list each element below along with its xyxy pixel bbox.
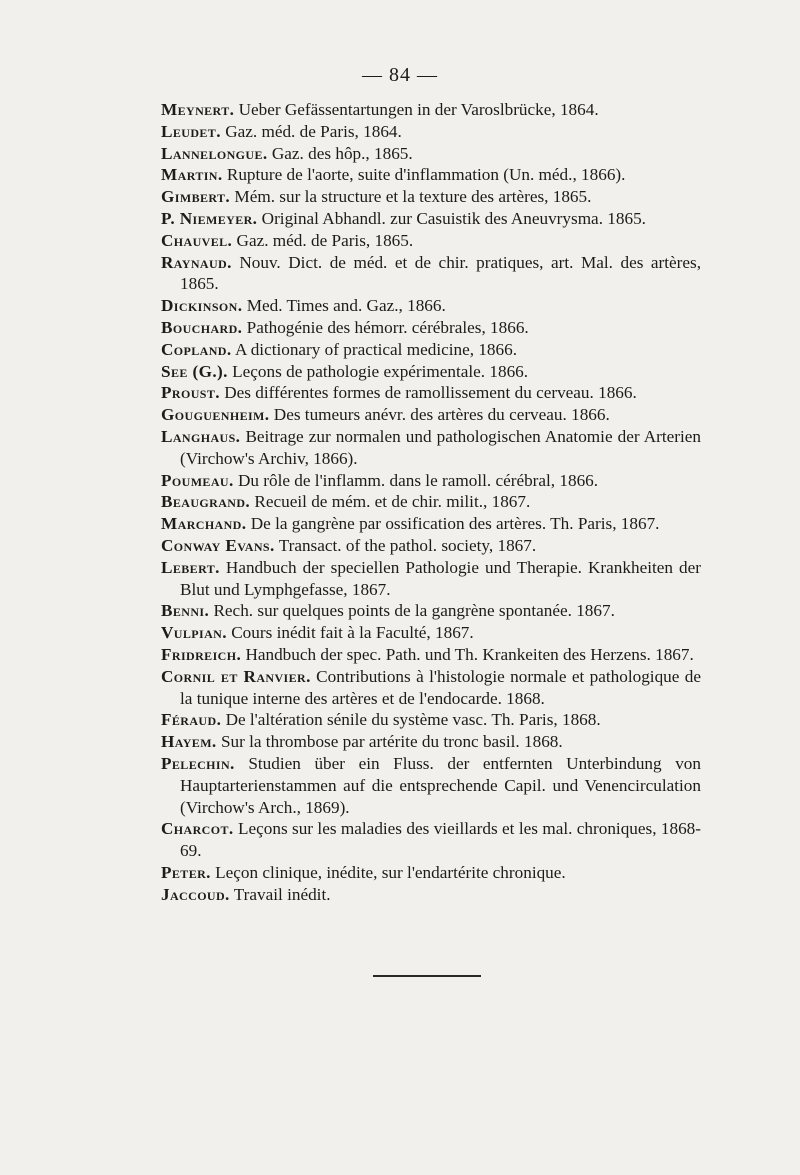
entry-author: Conway Evans.: [161, 535, 275, 555]
entry-text: Recueil de mém. et de chir. milit., 1867.: [254, 492, 531, 512]
page-number: — 84 —: [362, 64, 438, 86]
bibliography-entry: [161, 731, 701, 753]
entry-author: Proust.: [161, 383, 220, 403]
bibliography-entry: [161, 470, 701, 492]
entry-author: P. Niemeyer.: [161, 208, 258, 228]
bibliography-entry: [161, 121, 701, 143]
entry-author: Raynaud.: [161, 252, 232, 272]
entry-author: See (G.).: [161, 361, 228, 381]
bibliography-entry: [161, 622, 701, 644]
entry-author: Copland.: [161, 339, 232, 359]
bibliography-entry: [161, 557, 701, 601]
entry-author: Leudet.: [161, 121, 221, 141]
entry-text: Gaz. méd. de Paris, 1864.: [225, 121, 402, 141]
bibliography-entry: [161, 252, 701, 296]
bibliography-entry: [161, 339, 701, 361]
entry-text: Original Abhandl. zur Casuistik des Aneuvrysma. 1865.: [261, 208, 646, 228]
entry-text: Travail inédit.: [233, 884, 331, 904]
entry-text: De la gangrène par ossification des artères. Th. Paris, 1867.: [250, 514, 660, 534]
bibliography-entry: [161, 535, 701, 557]
bibliography-entry: [161, 644, 701, 666]
entry-author: Benni.: [161, 601, 210, 621]
entry-author: Chauvel.: [161, 230, 233, 250]
entry-text: Nouv. Dict. de méd. et de chir. pratiques, art. Mal. des artères, 1865.: [180, 252, 702, 294]
entry-text: Gaz. des hôp., 1865.: [271, 143, 413, 163]
entry-author: Charcot.: [161, 819, 234, 839]
bibliography-entry: [161, 426, 701, 470]
entry-text: Leçon clinique, inédite, sur l'endartérite chronique.: [215, 862, 566, 882]
entry-text: Sur la thrombose par artérite du tronc basil. 1868.: [220, 732, 563, 752]
bibliography-entry: [161, 513, 701, 535]
bibliography-entry: [161, 404, 701, 426]
entry-text: Pathogénie des hémorr. cérébrales, 1866.: [246, 317, 529, 337]
bibliography-list: [161, 99, 701, 905]
entry-text: Contributions à l'histologie normale et pathologique de la tunique interne des artères et de l'endocarde. 1868.: [180, 666, 701, 708]
entry-text: Studien über ein Fluss. der entfernten Unterbindung von Hauptarterienstammen auf die entsprechende Capil. und Venencirculation (Virchow's Arch., 1869).: [180, 753, 701, 817]
bibliography-entry: [161, 361, 701, 383]
entry-text: Du rôle de l'inflamm. dans le ramoll. cérébral, 1866.: [237, 470, 599, 490]
entry-text: Ueber Gefässentartungen in der Varoslbrücke, 1864.: [238, 100, 599, 119]
entry-text: Gaz. méd. de Paris, 1865.: [236, 230, 414, 250]
bibliography-entry: [161, 99, 701, 121]
entry-text: A dictionary of practical medicine, 1866.: [234, 339, 518, 359]
bibliography-entry: [161, 230, 701, 252]
entry-text: Handbuch der spec. Path. und Th. Krankeiten des Herzens. 1867.: [245, 644, 694, 664]
entry-author: Gimbert.: [161, 187, 231, 207]
entry-text: Leçons de pathologie expérimentale. 1866.: [232, 361, 529, 381]
entry-author: Langhaus.: [161, 426, 241, 446]
bibliography-entry: [161, 818, 701, 862]
entry-author: Martin.: [161, 165, 223, 185]
entry-author: Marchand.: [161, 514, 247, 534]
bibliography-entry: [161, 491, 701, 513]
entry-author: Hayem.: [161, 732, 217, 752]
entry-text: Transact. of the pathol. society, 1867.: [278, 535, 537, 555]
entry-text: De l'altération sénile du système vasc. Th. Paris, 1868.: [225, 710, 601, 730]
entry-text: Des différentes formes de ramollissement du cerveau. 1866.: [224, 383, 637, 403]
closing-rule: [373, 975, 481, 977]
entry-author: Peter.: [161, 862, 211, 882]
entry-author: Bouchard.: [161, 317, 243, 337]
entry-author: Lebert.: [161, 557, 220, 577]
entry-author: Lannelongue.: [161, 143, 268, 163]
entry-author: Beaugrand.: [161, 492, 251, 512]
entry-author: Pelechin.: [161, 753, 235, 773]
entry-text: Rupture de l'aorte, suite d'inflammation (Un. méd., 1866).: [226, 165, 626, 185]
bibliography-entry: [161, 382, 701, 404]
entry-author: Cornil et Ranvier.: [161, 666, 311, 686]
bibliography-entry: [161, 317, 701, 339]
entry-text: Mém. sur la structure et la texture des artères, 1865.: [234, 187, 592, 207]
bibliography-entry: [161, 666, 701, 710]
entry-author: Poumeau.: [161, 470, 234, 490]
entry-text: Leçons sur les maladies des vieillards et les mal. chroniques, 1868-69.: [180, 819, 701, 861]
bibliography-entry: [161, 164, 701, 186]
entry-author: Vulpian.: [161, 623, 227, 643]
entry-text: Des tumeurs anévr. des artères du cerveau. 1866.: [273, 405, 610, 425]
entry-text: Handbuch der speciellen Pathologie und Therapie. Krankheiten der Blut und Lymphgefasse, 1867.: [180, 557, 701, 599]
entry-author: Fridreich.: [161, 644, 242, 664]
entry-text: Rech. sur quelques points de la gangrène spontanée. 1867.: [213, 601, 615, 621]
entry-text: Beitrage zur normalen und pathologischen Anatomie der Arterien (Virchow's Archiv, 1866).: [180, 426, 701, 468]
bibliography-entry: [161, 208, 701, 230]
bibliography-entry: [161, 753, 701, 818]
bibliography-entry: [161, 862, 701, 884]
entry-text: Med. Times and. Gaz., 1866.: [246, 296, 446, 316]
entry-author: Féraud.: [161, 710, 222, 730]
entry-author: Meynert.: [161, 100, 235, 119]
bibliography-entry: [161, 884, 701, 906]
bibliography-entry: [161, 600, 701, 622]
bibliography-entry: [161, 295, 701, 317]
bibliography-entry: [161, 186, 701, 208]
bibliography-entry: [161, 709, 701, 731]
entry-author: Jaccoud.: [161, 884, 230, 904]
entry-author: Dickinson.: [161, 296, 243, 316]
entry-author: Gouguenheim.: [161, 405, 270, 425]
entry-text: Cours inédit fait à la Faculté, 1867.: [231, 623, 474, 643]
bibliography-entry: [161, 143, 701, 165]
